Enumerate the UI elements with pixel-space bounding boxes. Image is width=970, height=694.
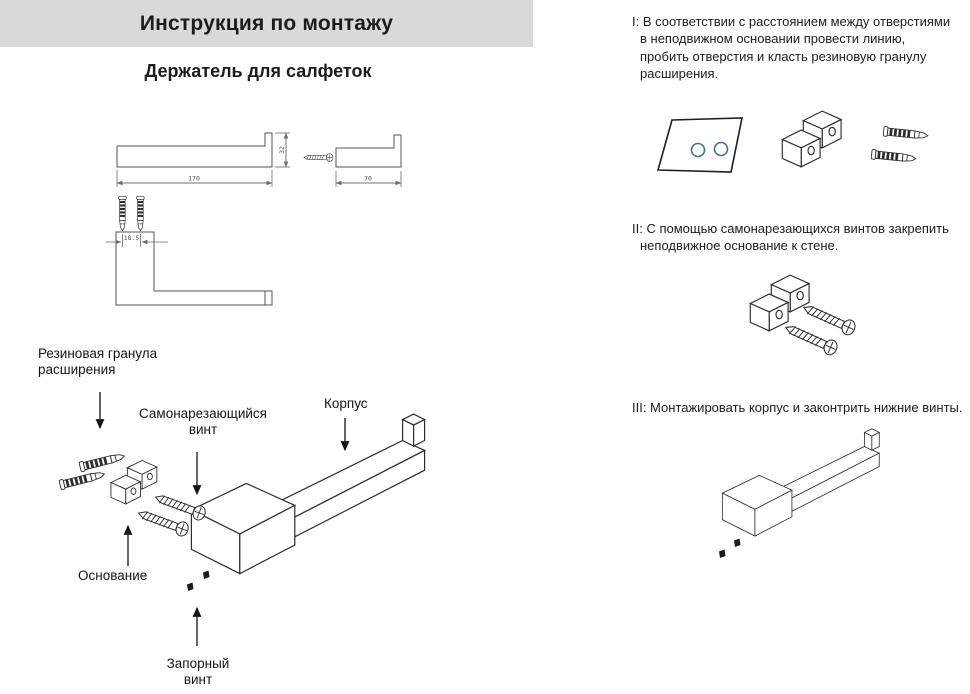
step-1-text: I: В соответствии с расстоянием между отверстиями в неподвижном основании провести линию, пробить отверстия и класть резиновую гранулу расширения. — [632, 14, 951, 81]
set-screw-drawing — [719, 550, 726, 559]
set-screw-drawing — [734, 539, 741, 548]
drill-hole — [692, 144, 705, 157]
step-2-text: II: С помощью самонарезающихся винтов закрепить неподвижное основание к стене. — [632, 221, 949, 254]
technical-drawing — [0, 90, 580, 350]
wall-anchor-drawing — [59, 469, 106, 490]
dim-height-value: 32 — [278, 146, 286, 154]
wall-anchor-drawing — [79, 451, 126, 472]
wall-anchor-drawing — [137, 196, 144, 230]
step-3-text: III: Монтажировать корпус и законтрить нижние винты. — [632, 400, 963, 415]
label-self-tapping-screw: Самонарезающийся винт — [139, 406, 267, 438]
drill-hole — [715, 143, 728, 156]
base-block-drawing — [750, 275, 809, 331]
side-view — [304, 135, 401, 187]
screw-drawing — [801, 301, 858, 337]
wall-anchor-drawing — [871, 149, 916, 163]
label-expansion-anchor: Резиновая гранула расширения — [38, 346, 158, 378]
holder-body-drawing — [722, 429, 879, 536]
step-1-illustration — [640, 100, 950, 200]
top-view — [106, 196, 272, 305]
label-set-screw: Запорный винт — [166, 656, 230, 688]
base-block-drawing — [782, 111, 841, 167]
label-body: Корпус — [324, 396, 368, 411]
screw-drawing — [783, 321, 840, 357]
product-title: Держатель для салфеток — [144, 61, 372, 81]
step-3-illustration — [630, 420, 970, 585]
dim-hole-spacing-value: 18.5 — [123, 234, 140, 242]
label-base: Основание — [78, 568, 148, 583]
step-2-illustration — [630, 265, 960, 365]
set-screw-drawing — [187, 583, 194, 592]
exploded-view — [0, 340, 580, 694]
front-view — [117, 133, 290, 187]
wall-anchor-drawing — [119, 196, 126, 230]
wall-anchor-drawing — [883, 126, 928, 140]
dim-depth-value: 70 — [364, 174, 372, 183]
dim-length-value: 170 — [188, 174, 200, 183]
header-bar — [0, 0, 533, 47]
set-screw-drawing — [203, 571, 210, 580]
screw-drawing — [304, 154, 333, 162]
base-block-drawing — [111, 460, 157, 503]
page-title: Инструкция по монтажу — [139, 11, 394, 35]
